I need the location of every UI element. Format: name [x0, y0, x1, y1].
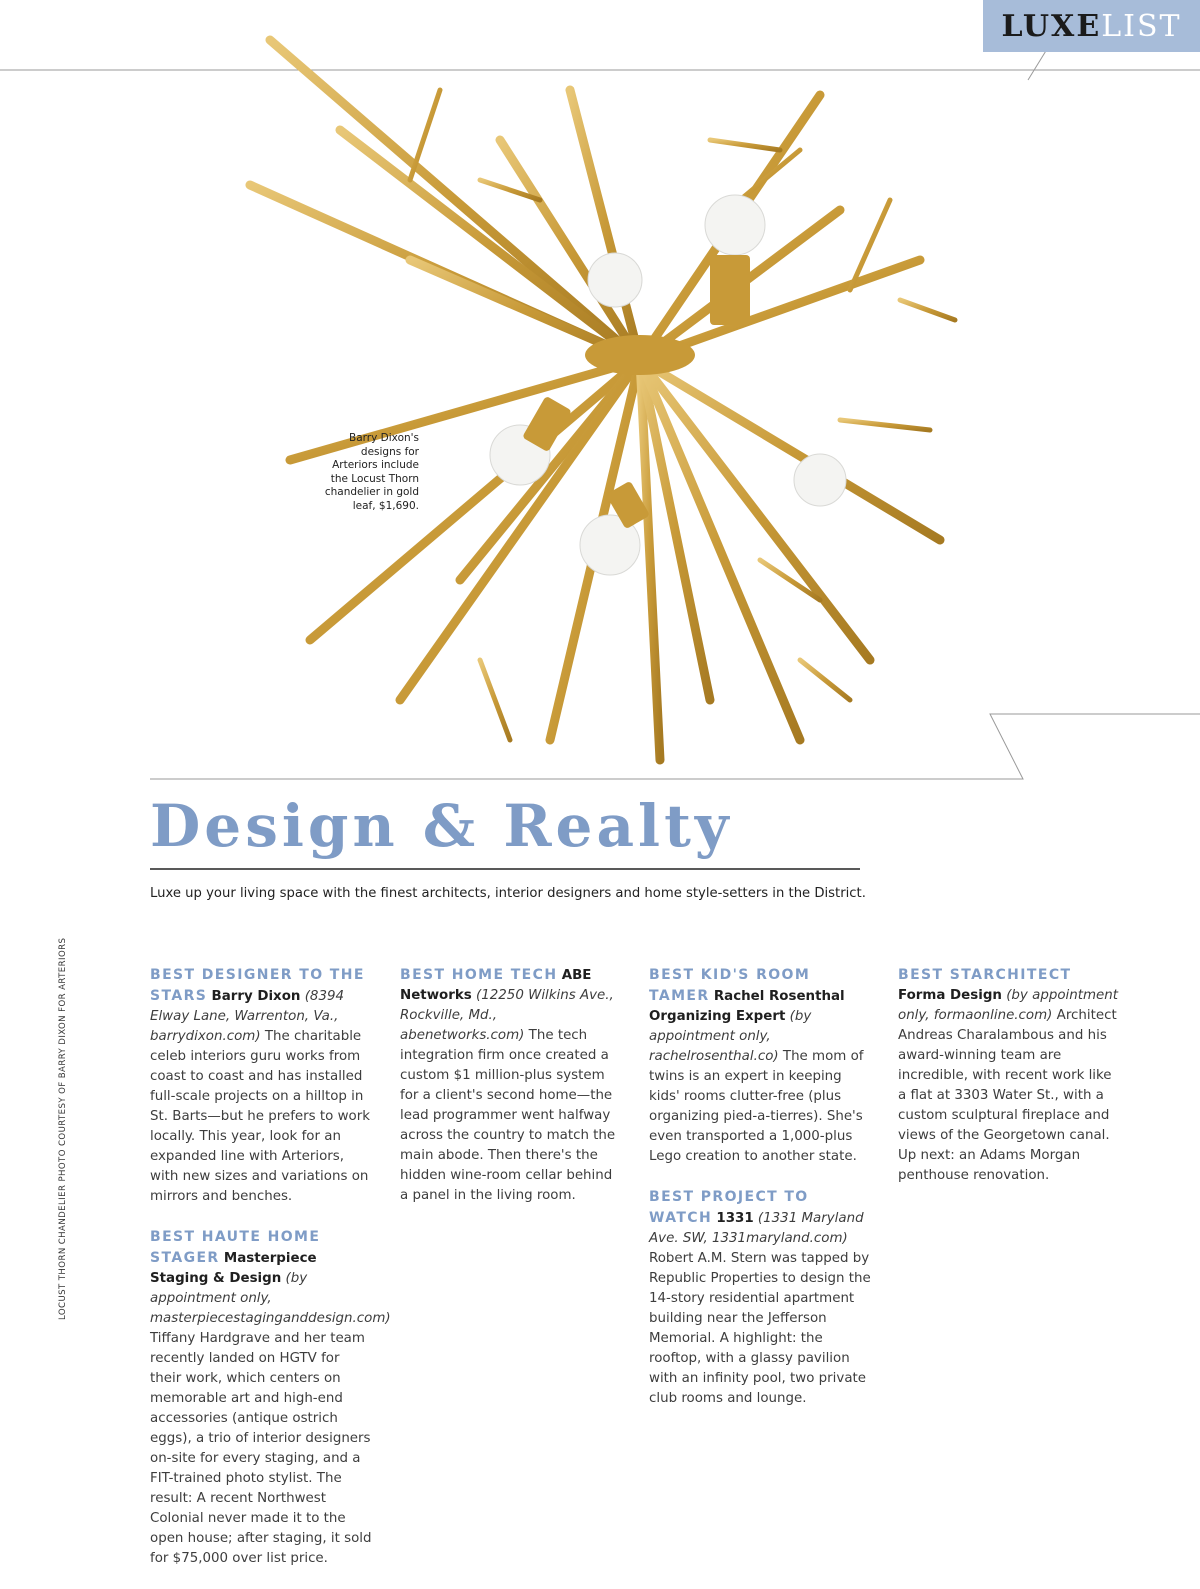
article-column-4 — [898, 965, 1120, 1206]
entry-name: ABE Networks — [400, 968, 592, 1003]
chandelier-image — [240, 0, 960, 770]
entry-name: Masterpiece Staging & Design — [150, 1251, 317, 1286]
photo-caption: Barry Dixon's designs for Arteriors include the Locust Thorn chandelier in gold leaf, $1,690. — [324, 432, 419, 512]
entry-name: Forma Design — [898, 988, 1002, 1003]
entry-best-home-tech — [400, 965, 622, 1206]
entry-heading: BEST KID'S ROOM TAMER — [649, 967, 811, 1004]
entry-body: The tech integration firm once created a custom $1 million-plus system for a client's second home—the lead programmer went halfway across the country to match the main abode. Then there's the hidden wine-room cellar behind a panel in the living room. — [400, 1028, 616, 1203]
entry-contact: (by appointment only, formaonline.com) — [898, 988, 1118, 1023]
section-tag: LUXE LIST — [983, 0, 1200, 52]
entry-body: Architect Andreas Charalambous and his award-winning team are incredible, with recent work like a flat at 3303 Water St., with a custom sculptural fireplace and views of the Georgetown canal. Up next: an Adams Morgan penthouse renovation. — [898, 1008, 1117, 1183]
entry-contact: (by appointment only, rachelrosenthal.co) — [649, 1009, 812, 1064]
entry-name: Barry Dixon — [211, 989, 301, 1004]
entry-heading: BEST DESIGNER TO THE STARS — [150, 967, 365, 1004]
article-column-2 — [400, 965, 622, 1226]
entry-best-starchitect — [898, 965, 1120, 1186]
entry-best-project — [649, 1187, 871, 1409]
entry-name: Rachel Rosenthal Organizing Expert — [649, 989, 845, 1024]
entry-body: Tiffany Hardgrave and her team recently landed on HGTV for their work, which centers on memorable art and high-end accessories (antique ostrich eggs), a trio of interior designers on-site for every staging, and a FIT-trained photo stylist. The result: A recent Northwest Colonial never made it to the open house; after staging, it sold for $75,000 over list price. — [150, 1331, 372, 1566]
entry-contact: (12250 Wilkins Ave., Rockville, Md., abenetworks.com) — [400, 988, 614, 1043]
entry-heading: BEST PROJECT TO WATCH — [649, 1189, 809, 1226]
entry-name: 1331 — [716, 1211, 754, 1226]
article-column-3 — [649, 965, 871, 1429]
photo-credit: LOCUST THORN CHANDELIER PHOTO COURTESY OF BARRY DIXON FOR ARTERIORS — [58, 937, 68, 1320]
entry-best-designer — [150, 965, 372, 1207]
entry-contact: (by appointment only, masterpiecestaginganddesign.com) — [150, 1271, 391, 1326]
entry-best-stager — [150, 1227, 391, 1569]
entry-heading: BEST HAUTE HOME STAGER — [150, 1229, 321, 1266]
article-column-1 — [150, 965, 391, 1589]
entry-contact: (1331 Maryland Ave. SW, 1331maryland.com) — [649, 1211, 864, 1246]
entry-heading: BEST STARCHITECT — [898, 967, 1072, 983]
entry-body: The mom of twins is an expert in keeping kids' rooms clutter-free (plus organizing pied-a-tierres). She's even transported a 1,000-plus Lego creation to another state. — [649, 1049, 864, 1164]
page-title: Design & Realty — [150, 792, 733, 860]
entry-contact: (8394 Elway Lane, Warrenton, Va., barrydixon.com) — [150, 989, 345, 1044]
entry-heading: BEST HOME TECH — [400, 967, 558, 983]
entry-body: The charitable celeb interiors guru works from coast to coast and has installed full-scale projects on a hilltop in St. Barts—but he prefers to work locally. This year, look for an expanded line with Arteriors, with new sizes and variations on mirrors and benches. — [150, 1029, 370, 1204]
entry-best-kids-room — [649, 965, 871, 1167]
entry-body: Robert A.M. Stern was tapped by Republic Properties to design the 14-story residential apartment building near the Jefferson Memorial. A highlight: the rooftop, with a glassy pavilion with an infinity pool, two private club rooms and lounge. — [649, 1251, 871, 1406]
section-dek: Luxe up your living space with the finest architects, interior designers and home style-setters in the District. — [150, 886, 866, 901]
